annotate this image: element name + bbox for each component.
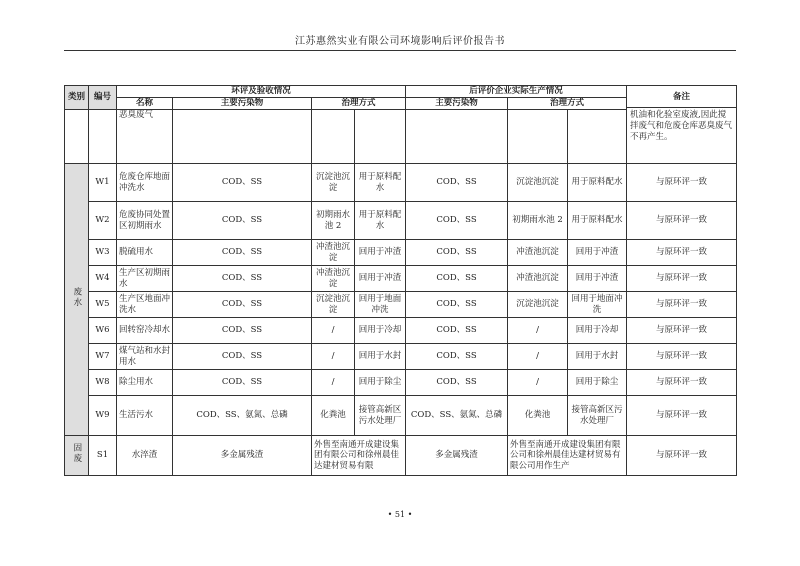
row-name: 除尘用水	[117, 370, 173, 396]
row-name: 脱硫用水	[117, 240, 173, 266]
row-use: 回用于水封	[355, 344, 406, 370]
row-id: W5	[89, 292, 117, 318]
row-id: W6	[89, 318, 117, 344]
row-pollutant: COD、SS、氨氮、总磷	[173, 396, 312, 436]
row-name: 回转窑冷却水	[117, 318, 173, 344]
actual-group-header: 后评价企业实际生产情况	[406, 86, 627, 98]
row-id: W7	[89, 344, 117, 370]
row-actual-use: 接管高新区污水处理厂	[568, 396, 627, 436]
row-remark: 与原环评一致	[627, 202, 737, 240]
row-use: 回用于冷却	[355, 318, 406, 344]
row-id: W1	[89, 164, 117, 202]
row-name: 危废协同处置区初期雨水	[117, 202, 173, 240]
row-name: 危废仓库地面冲洗水	[117, 164, 173, 202]
row-method: 冲渣池沉淀	[312, 240, 355, 266]
page-header: 江苏惠然实业有限公司环境影响后评价报告书	[295, 36, 505, 47]
remark-text: 机油和化验室废液,因此搅拌废气和危废仓库恶臭废气不再产生。	[630, 109, 733, 142]
row-pollutant: COD、SS	[173, 318, 312, 344]
row-actual-method: 初期雨水池 2	[508, 202, 568, 240]
row-pollutant: COD、SS	[173, 344, 312, 370]
row-name: 生活污水	[117, 396, 173, 436]
row-pollutant: COD、SS	[173, 164, 312, 202]
row-remark: 与原环评一致	[627, 344, 737, 370]
row-name: 生产区地面冲洗水	[117, 292, 173, 318]
row-actual-method: 化粪池	[508, 396, 568, 436]
solid-row-method: 外售至南通开成建设集团有限公司和徐州晨佳达建材贸易有限	[312, 436, 406, 476]
row-actual-pollutant: COD、SS、氨氮、总磷	[406, 396, 508, 436]
solid-row-actual-method: 外售至南通开成建设集团有限公司和徐州晨佳达建材贸易有限公司用作生产	[508, 436, 627, 476]
row-actual-pollutant: COD、SS	[406, 240, 508, 266]
page-number: • 51 •	[387, 510, 413, 519]
row-actual-use: 回用于除尘	[568, 370, 627, 396]
row-id: W4	[89, 266, 117, 292]
row-actual-method: /	[508, 344, 568, 370]
row-actual-use: 用于原料配水	[568, 202, 627, 240]
row-actual-use: 回用于冲渣	[568, 266, 627, 292]
row-use: 回用于地面冲洗	[355, 292, 406, 318]
row-use: 用于原料配水	[355, 202, 406, 240]
row-name: 煤气站和水封用水	[117, 344, 173, 370]
row-actual-method: 沉淀池沉淀	[508, 292, 568, 318]
row-remark: 与原环评一致	[627, 396, 737, 436]
row-actual-method: /	[508, 318, 568, 344]
row-remark: 与原环评一致	[627, 164, 737, 202]
row-actual-use: 回用于地面冲洗	[568, 292, 627, 318]
row-actual-method: 冲渣池沉淀	[508, 240, 568, 266]
category-solid-waste: 固废	[65, 436, 89, 476]
row-method: 沉淀池沉淀	[312, 164, 355, 202]
row-actual-pollutant: COD、SS	[406, 202, 508, 240]
row-actual-pollutant: COD、SS	[406, 292, 508, 318]
row-use: 回用于冲渣	[355, 266, 406, 292]
row-use: 回用于除尘	[355, 370, 406, 396]
row-actual-method: 沉淀池沉淀	[508, 164, 568, 202]
row-method: 冲渣池沉淀	[312, 266, 355, 292]
row-remark: 与原环评一致	[627, 370, 737, 396]
row-id: W3	[89, 240, 117, 266]
row-method: 化粪池	[312, 396, 355, 436]
row-actual-use: 回用于水封	[568, 344, 627, 370]
row-remark: 与原环评一致	[627, 240, 737, 266]
row-use: 接管高新区污水处理厂	[355, 396, 406, 436]
row-method: /	[312, 344, 355, 370]
category-wastewater: 废水	[65, 164, 89, 436]
row-pollutant: COD、SS	[173, 292, 312, 318]
solid-row-actual-pollutant: 多金属残渣	[406, 436, 508, 476]
row-pollutant: COD、SS	[173, 240, 312, 266]
solid-row-name: 水淬渣	[117, 436, 173, 476]
col-pollutant-header: 主要污染物	[173, 98, 312, 110]
row-id: W9	[89, 396, 117, 436]
row-pollutant: COD、SS	[173, 266, 312, 292]
row-id: W8	[89, 370, 117, 396]
solid-row-remark: 与原环评一致	[627, 436, 737, 476]
col-actual-pollutant-header: 主要污染物	[406, 98, 508, 110]
row-actual-pollutant: COD、SS	[406, 370, 508, 396]
eia-group-header: 环评及验收情况	[117, 86, 406, 98]
row-actual-pollutant: COD、SS	[406, 164, 508, 202]
row-actual-use: 回用于冲渣	[568, 240, 627, 266]
row-actual-method: 冲渣池沉淀	[508, 266, 568, 292]
pollution-table	[64, 85, 737, 476]
col-category-header: 类别	[65, 86, 89, 110]
row-method: /	[312, 318, 355, 344]
row-remark: 与原环评一致	[627, 292, 737, 318]
row-name: 生产区初期雨水	[117, 266, 173, 292]
row-method: /	[312, 370, 355, 396]
row-remark: 与原环评一致	[627, 266, 737, 292]
solid-row-id: S1	[89, 436, 117, 476]
row-method: 初期雨水池 2	[312, 202, 355, 240]
col-name-header: 名称	[117, 98, 173, 110]
odor-gas-name: 恶臭废气	[117, 110, 173, 164]
remarks-header: 备注	[627, 86, 736, 108]
row-actual-pollutant: COD、SS	[406, 266, 508, 292]
row-actual-use: 用于原料配水	[568, 164, 627, 202]
row-actual-method: /	[508, 370, 568, 396]
col-treatment-header: 治理方式	[312, 98, 406, 110]
col-number-header: 编号	[89, 86, 117, 110]
header-rule	[64, 50, 736, 51]
row-pollutant: COD、SS	[173, 370, 312, 396]
row-use: 回用于冲渣	[355, 240, 406, 266]
row-actual-pollutant: COD、SS	[406, 344, 508, 370]
row-remark: 与原环评一致	[627, 318, 737, 344]
row-method: 沉淀池沉淀	[312, 292, 355, 318]
row-actual-use: 回用于冷却	[568, 318, 627, 344]
solid-row-pollutant: 多金属残渣	[173, 436, 312, 476]
row-use: 用于原料配水	[355, 164, 406, 202]
remarks-column	[627, 86, 737, 164]
row-id: W2	[89, 202, 117, 240]
row-actual-pollutant: COD、SS	[406, 318, 508, 344]
row-pollutant: COD、SS	[173, 202, 312, 240]
col-actual-treatment-header: 治理方式	[508, 98, 627, 110]
